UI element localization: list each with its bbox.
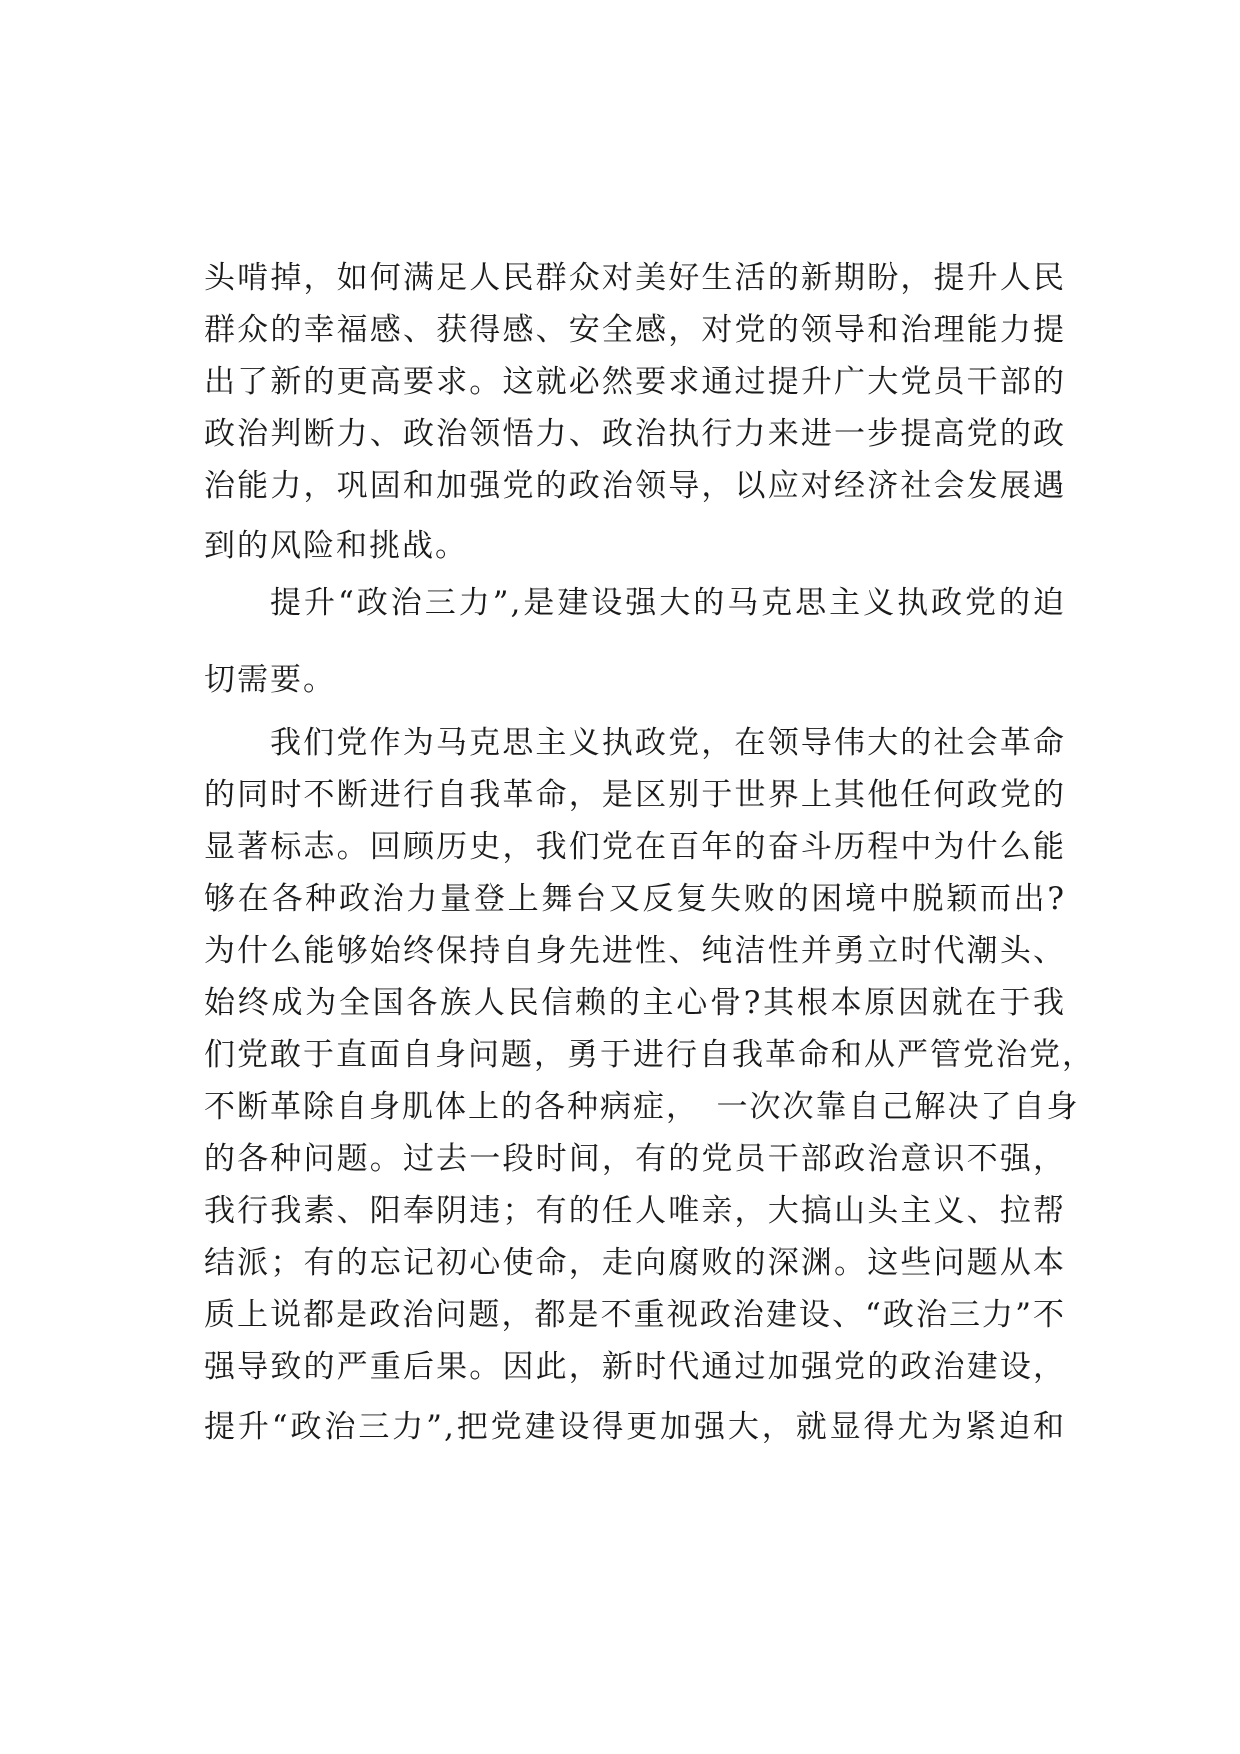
text-line: 头啃掉，如何满足人民群众对美好生活的新期盼，提升人民: [204, 260, 1066, 296]
text-line: 政治判断力、政治领悟力、政治执行力来进一步提高党的政: [204, 416, 1066, 452]
text-line: 到的风险和挑战。: [204, 528, 468, 564]
text-line: 的各种问题。过去一段时间，有的党员干部政治意识不强，: [204, 1141, 1066, 1177]
text-line: 治能力，巩固和加强党的政治领导，以应对经济社会发展遇: [204, 468, 1066, 504]
section-heading-line: 提升“政治三力”,是建设强大的马克思主义执政党的迫: [270, 585, 1066, 621]
text-line: 显著标志。回顾历史，我们党在百年的奋斗历程中为什么能: [204, 829, 1066, 865]
text-line: 们党敢于直面自身问题，勇于进行自我革命和从严管党治党，: [204, 1037, 1095, 1073]
text-line: 我行我素、阳奉阴违；有的任人唯亲，大搞山头主义、拉帮: [204, 1193, 1066, 1229]
text-line: 够在各种政治力量登上舞台又反复失败的困境中脱颖而出?: [204, 881, 1066, 917]
text-line: 为什么能够始终保持自身先进性、纯洁性并勇立时代潮头、: [204, 933, 1066, 969]
text-line: 结派；有的忘记初心使命，走向腐败的深渊。这些问题从本: [204, 1245, 1066, 1281]
paragraph-first-line: 我们党作为马克思主义执政党，在领导伟大的社会革命: [270, 725, 1066, 761]
text-line: 始终成为全国各族人民信赖的主心骨?其根本原因就在于我: [204, 985, 1066, 1021]
text-line: 强导致的严重后果。因此，新时代通过加强党的政治建设，: [204, 1349, 1066, 1385]
text-line: 的同时不断进行自我革命，是区别于世界上其他任何政党的: [204, 777, 1066, 813]
text-line: 不断革除自身肌体上的各种病症， 一次次靠自己解决了自身: [204, 1089, 1080, 1125]
text-line: 质上说都是政治问题，都是不重视政治建设、“政治三力”不: [204, 1297, 1066, 1333]
text-line: 提升“政治三力”,把党建设得更加强大，就显得尤为紧迫和: [204, 1409, 1066, 1445]
text-line: 群众的幸福感、获得感、安全感，对党的领导和治理能力提: [204, 312, 1066, 348]
section-heading-line: 切需要。: [204, 662, 336, 698]
text-line: 出了新的更高要求。这就必然要求通过提升广大党员干部的: [204, 364, 1066, 400]
